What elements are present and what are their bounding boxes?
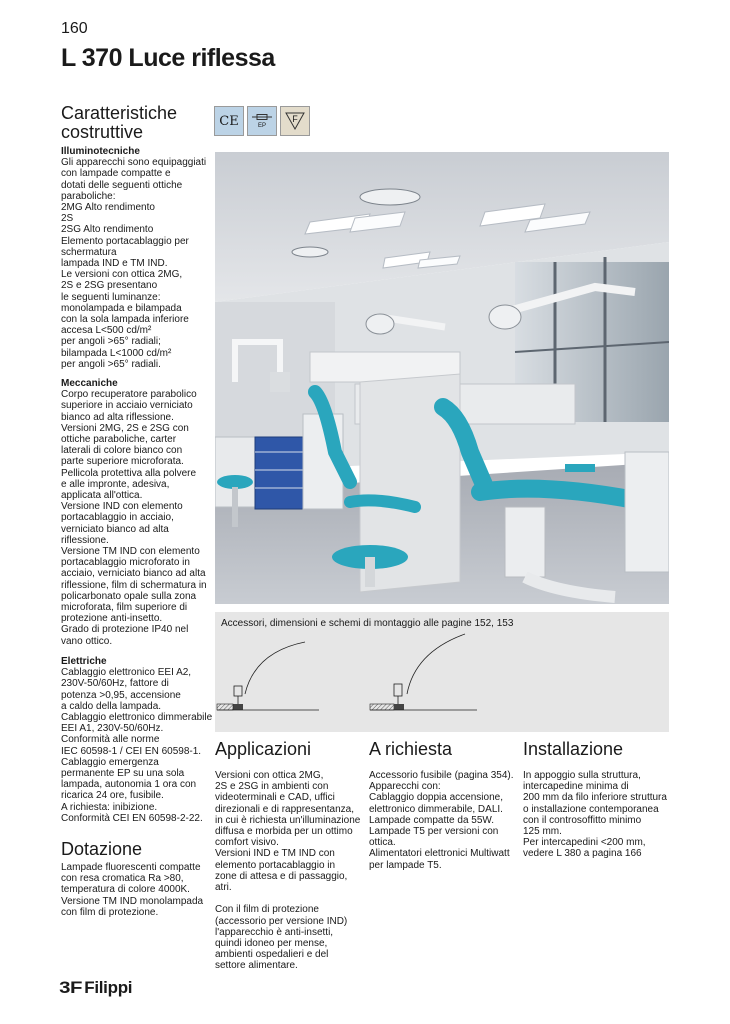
brand-logo <box>61 978 132 998</box>
text-line: IEC 60598-1 / CEI EN 60598-1. <box>61 745 202 757</box>
text-line: per angoli >65° radiali; <box>61 336 161 348</box>
text-line: le seguenti luminanze: <box>61 291 161 303</box>
illuminotecniche-text <box>61 157 211 370</box>
text-line: Con il film di protezione <box>215 904 319 916</box>
text-line: verniciato bianco ad alta <box>61 523 169 535</box>
text-line: EEI A1, 230V-50/60Hz. <box>61 723 164 735</box>
accessori-caption: Accessori, dimensioni e schemi di montaggio alle pagine 152, 153 <box>221 618 514 629</box>
text-line: portacablaggio microforato in <box>61 557 190 569</box>
page-number: 160 <box>61 20 88 37</box>
text-line: portacablaggio in acciaio, <box>61 512 174 524</box>
text-line: intercapedine minima di <box>523 781 629 793</box>
text-line: videoterminali e CAD, uffici <box>215 792 335 804</box>
illuminotecniche-heading: Illuminotecniche <box>61 146 140 157</box>
text-line: Pellicola protettiva alla polvere <box>61 467 197 479</box>
text-line: Versione TM IND con elemento <box>61 546 200 558</box>
text-line: Cablaggio emergenza <box>61 756 159 768</box>
text-line: per angoli >65° radiali. <box>61 358 161 370</box>
text-line: riflessione. <box>61 534 109 546</box>
text-line: con resa cromatica Ra >80, <box>61 873 184 885</box>
text-line: lampada, autonomia 1 ora con <box>61 779 197 791</box>
text-line: Versione IND con elemento <box>61 501 183 513</box>
text-line: temperatura di colore 4000K. <box>61 884 190 896</box>
a-richiesta-heading: A richiesta <box>369 739 453 759</box>
text-line: per lampade T5. <box>369 859 442 871</box>
text-line: vano ottico. <box>61 635 113 647</box>
filippi-logo-icon: 3F <box>59 978 83 997</box>
text-line: diffusa e morbida per un ottimo <box>215 826 353 838</box>
text-line: Cablaggio elettronico EEI A2, <box>61 667 192 679</box>
installazione-heading: Installazione <box>523 739 624 759</box>
text-line: a caldo della lampada. <box>61 700 162 712</box>
text-line: in cui è richiesta un'illuminazione <box>215 814 361 826</box>
text-line: applicata all'ottica. <box>61 490 143 502</box>
a-richiesta-text <box>369 770 514 871</box>
text-line: Grado di protezione IP40 nel <box>61 624 189 636</box>
elettriche-heading: Elettriche <box>61 656 107 667</box>
text-line: In appoggio sulla struttura, <box>523 770 641 781</box>
text-line: Alimentatori elettronici Multiwatt <box>369 848 510 860</box>
mounting-diagram-1 <box>217 642 319 710</box>
f-mark-icon <box>280 106 310 136</box>
text-line: 230V-50/60Hz, fattore di <box>61 678 169 690</box>
text-line: 2SG Alto rendimento <box>61 224 154 236</box>
text-line: Accessorio fusibile (pagina 354). <box>369 770 514 781</box>
text-line: 125 mm. <box>523 826 562 838</box>
heading-line: Caratteristiche <box>61 103 178 123</box>
dotazione-text <box>61 862 203 918</box>
text-line: protezione anti-insetto. <box>61 613 163 625</box>
text-line: Conformità CEI EN 60598-2-22. <box>61 812 203 824</box>
text-line: Per intercapedini <200 mm, <box>523 837 646 849</box>
text-line: con lampade compatte e <box>61 168 171 180</box>
text-line: comfort visivo. <box>215 837 279 849</box>
text-line: con film di protezione. <box>61 906 159 918</box>
installazione-text <box>523 770 667 860</box>
dotazione-heading: Dotazione <box>61 839 143 859</box>
text-line: potenza >0,95, accensione <box>61 689 181 701</box>
meccaniche-text <box>61 389 211 647</box>
text-line: Cablaggio doppia accensione, <box>369 792 503 804</box>
ce-mark-icon <box>214 106 244 136</box>
text-line: Versione TM IND monolampada <box>61 895 204 907</box>
text-line: o installazione contemporanea <box>523 803 659 815</box>
elettriche-text <box>61 667 211 824</box>
text-line: con la sola lampada inferiore <box>61 314 189 326</box>
text-line: atri. <box>215 882 232 894</box>
elettriche-section <box>61 656 211 824</box>
text-line: l'apparecchio è anti-insetti, <box>215 926 334 938</box>
text-line: policarbonato opale sulla zona <box>61 590 197 602</box>
text-line: Elemento portacablaggio per <box>61 235 189 247</box>
heading-line: costruttive <box>61 122 144 142</box>
text-line: dotati delle seguenti ottiche <box>61 179 183 191</box>
ce-mark-label: CE <box>219 113 239 129</box>
ep-label: EP <box>257 123 266 129</box>
mounting-diagrams <box>215 612 669 732</box>
text-line: parte superiore microforata. <box>61 456 184 468</box>
text-line: acciaio, verniciato bianco ad alta <box>61 568 206 580</box>
text-line: paraboliche: <box>61 190 116 202</box>
page-title: L 370 Luce riflessa <box>61 44 275 72</box>
text-line: A richiesta: inibizione. <box>61 801 158 813</box>
text-line: 2S e 2SG in ambienti con <box>215 781 329 793</box>
text-line: Corpo recuperatore parabolico <box>61 389 197 401</box>
text-line: ambienti ospedalieri e del <box>215 949 329 961</box>
ep-emergency-icon <box>247 106 277 136</box>
text-line: Versioni con ottica 2MG, <box>215 770 324 781</box>
text-line: 2MG Alto rendimento <box>61 202 155 214</box>
text-line: Conformità alle norme <box>61 734 160 746</box>
text-line: elemento portacablaggio in <box>215 859 336 871</box>
dental-clinic-illustration <box>215 152 669 604</box>
text-line: Versioni 2MG, 2S e 2SG con <box>61 422 189 434</box>
fuse-symbol-icon <box>252 113 272 121</box>
text-line: 200 mm da filo inferiore struttura <box>523 792 667 804</box>
text-line: Versioni IND e TM IND con <box>215 848 335 860</box>
text-line: riflessione, film di schermatura in <box>61 579 207 591</box>
text-line: schermatura <box>61 246 117 258</box>
text-line: vedere L 380 a pagina 166 <box>523 848 642 860</box>
text-line: settore alimentare. <box>215 960 298 972</box>
text-line: e alle impronte, adesiva, <box>61 478 170 490</box>
text-line: Le versioni con ottica 2MG, <box>61 269 183 281</box>
brand-name: Filippi <box>84 978 133 997</box>
text-line: accesa L<500 cd/m² <box>61 325 152 337</box>
illuminotecniche-section <box>61 146 211 370</box>
meccaniche-section <box>61 378 211 647</box>
text-line: zone di attesa e di passaggio, <box>215 870 348 882</box>
text-line: lampada IND e TM IND. <box>61 258 168 270</box>
text-line: monolampada e bilampada <box>61 302 182 314</box>
accessori-box <box>215 612 669 732</box>
text-line: Lampade T5 per versioni con <box>369 826 499 838</box>
text-line: Apparecchi con: <box>369 781 441 793</box>
text-line: microforata, film superiore di <box>61 602 188 614</box>
text-line: permanente EP su una sola <box>61 768 185 780</box>
text-line: ottiche paraboliche, carter <box>61 434 177 446</box>
text-line: con il controsoffitto minimo <box>523 814 642 826</box>
text-line: ricarica 24 ore, fusibile. <box>61 790 164 802</box>
text-line: (accessorio per versione IND) <box>215 915 348 927</box>
meccaniche-heading: Meccaniche <box>61 378 118 389</box>
text-line: ottica. <box>369 837 396 849</box>
text-line: 2S e 2SG presentano <box>61 280 158 292</box>
text-line: Lampade fluorescenti compatte <box>61 862 201 873</box>
text-line <box>215 893 360 904</box>
dental-clinic-photo <box>215 152 669 604</box>
text-line: bianco ad alta riflessione. <box>61 411 174 423</box>
caratteristiche-heading <box>61 104 177 142</box>
applicazioni-text <box>215 770 360 972</box>
text-line: Gli apparecchi sono equipaggiati <box>61 157 207 169</box>
text-line: quindi idoneo per mense, <box>215 938 328 950</box>
f-label: F <box>292 114 298 124</box>
text-line: bilampada L<1000 cd/m² <box>61 347 172 359</box>
text-line: Cablaggio elettronico dimmerabile <box>61 712 213 724</box>
text-line: superiore in acciaio verniciato <box>61 400 193 412</box>
applicazioni-heading: Applicazioni <box>215 739 312 759</box>
text-line: 2S <box>61 213 74 225</box>
text-line: laterali di colore bianco con <box>61 445 183 457</box>
text-line: Lampade compatte da 55W. <box>369 814 495 826</box>
text-line: direzionali e di rappresentanza, <box>215 803 354 815</box>
mounting-diagram-2 <box>370 634 477 710</box>
text-line: elettronico dimmerabile, DALI. <box>369 803 503 815</box>
